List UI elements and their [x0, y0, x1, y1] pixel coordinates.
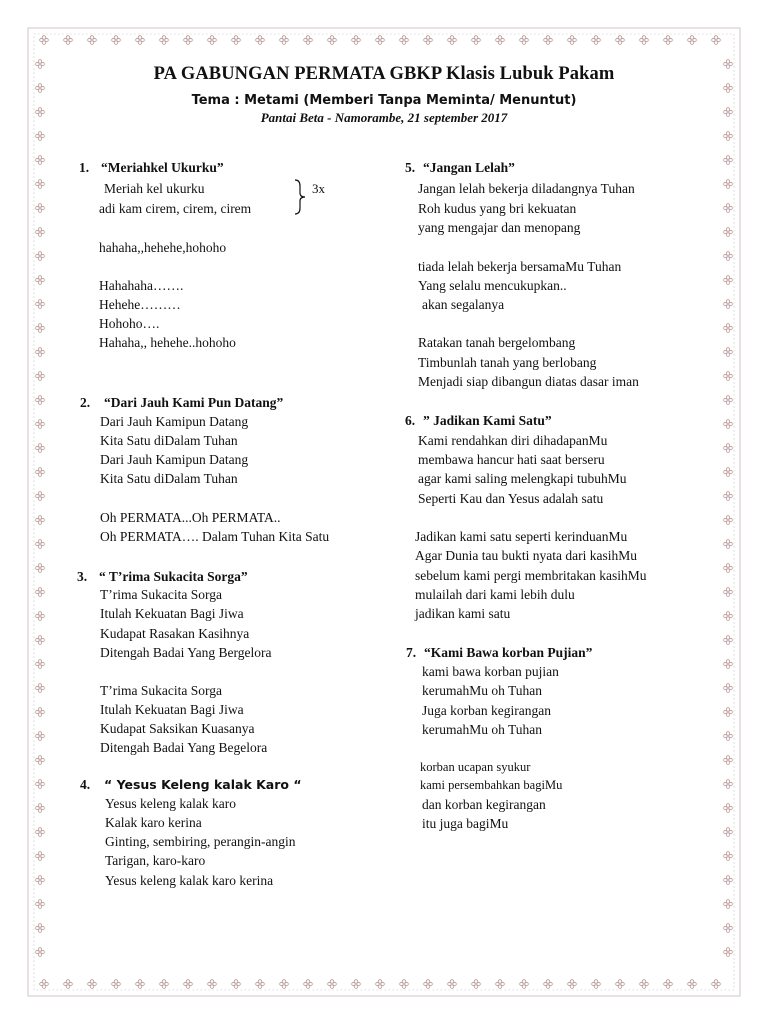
border-flower [208, 980, 217, 989]
lyric-line: Yesus keleng kalak karo [105, 796, 236, 811]
border-flower [184, 980, 193, 989]
border-flower [64, 980, 73, 989]
lyric-line: Kita Satu diDalam Tuhan [100, 471, 238, 486]
border-flower [36, 540, 45, 549]
lyric-line: Ginting, sembiring, perangin-angin [105, 834, 296, 849]
lyric-line: Yesus keleng kalak karo kerina [105, 873, 274, 888]
lyric-line: mulailah dari kami lebih dulu [415, 587, 575, 602]
border-flower [616, 36, 625, 45]
border-flower [36, 132, 45, 141]
repeat-count: 3x [312, 181, 325, 196]
border-flower [724, 564, 733, 573]
border-flower [36, 204, 45, 213]
border-flower [640, 36, 649, 45]
lyric-line: Tarigan, karo-karo [105, 853, 206, 868]
lyric-line: akan segalanya [422, 297, 505, 312]
border-flower [424, 36, 433, 45]
border-flower [376, 36, 385, 45]
song-title: “ T’rima Sukacita Sorga” [99, 569, 248, 584]
theme-subtitle: Tema : Metami (Memberi Tanpa Meminta/ Menuntut) [191, 93, 577, 108]
border-flower [688, 36, 697, 45]
lyric-line: T’rima Sukacita Sorga [100, 587, 222, 602]
song-number: 6. [405, 413, 416, 428]
border-flower [616, 980, 625, 989]
border-flower [36, 156, 45, 165]
border-flower [36, 852, 45, 861]
border-flower [724, 924, 733, 933]
lyric-line: kerumahMu oh Tuhan [422, 722, 543, 737]
border-flower [520, 36, 529, 45]
border-flower [724, 900, 733, 909]
border-flower [256, 980, 265, 989]
lyric-line: Hohoho…. [99, 316, 160, 331]
song-number: 2. [80, 395, 91, 410]
border-flower [136, 36, 145, 45]
border-flower [36, 708, 45, 717]
border-flower [724, 516, 733, 525]
song-title: “Dari Jauh Kami Pun Datang” [104, 395, 284, 410]
song-number: 7. [406, 645, 417, 660]
border-flower [376, 980, 385, 989]
lyric-line: Hahaha,, hehehe..hohoho [99, 335, 236, 350]
border-flower [88, 980, 97, 989]
border-flower [472, 980, 481, 989]
lyric-line: Roh kudus yang bri kekuatan [418, 201, 577, 216]
song-title: “ Yesus Keleng kalak Karo “ [104, 777, 302, 792]
border-flower [724, 420, 733, 429]
lyric-line: Kudapat Rasakan Kasihnya [100, 626, 250, 641]
border-flower [36, 780, 45, 789]
lyric-line: Ditengah Badai Yang Bergelora [100, 645, 272, 660]
repeat-bracket [293, 178, 307, 216]
lyric-line: Kami rendahkan diri dihadapanMu [418, 433, 608, 448]
lyric-line: Ditengah Badai Yang Begelora [100, 740, 268, 755]
border-flower [448, 980, 457, 989]
border-flower [36, 300, 45, 309]
border-flower [160, 980, 169, 989]
song-title: ” Jadikan Kami Satu” [423, 413, 552, 428]
border-flower [400, 980, 409, 989]
border-flower [724, 300, 733, 309]
border-flower [36, 444, 45, 453]
border-flower [36, 516, 45, 525]
lyric-line: dan korban kegirangan [422, 797, 546, 812]
border-flower [724, 612, 733, 621]
song-number: 3. [77, 569, 88, 584]
lyric-line: Oh PERMATA…. Dalam Tuhan Kita Satu [100, 529, 330, 544]
lyric-line: T’rima Sukacita Sorga [100, 683, 222, 698]
border-flower [724, 780, 733, 789]
border-flower [496, 36, 505, 45]
border-flower [36, 180, 45, 189]
border-flower [496, 980, 505, 989]
border-flower [724, 636, 733, 645]
border-flower [724, 228, 733, 237]
border-flower [328, 36, 337, 45]
border-flower [724, 348, 733, 357]
lyric-line: korban ucapan syukur [420, 760, 531, 774]
song-title: “Kami Bawa korban Pujian” [424, 645, 593, 660]
border-flower [724, 684, 733, 693]
lyric-line: Menjadi siap dibangun diatas dasar iman [418, 374, 639, 389]
border-flower [304, 980, 313, 989]
lyric-line: Oh PERMATA...Oh PERMATA.. [100, 510, 281, 525]
border-flower [36, 276, 45, 285]
border-flower [724, 540, 733, 549]
border-flower [724, 492, 733, 501]
lyric-line: tiada lelah bekerja bersamaMu Tuhan [418, 259, 622, 274]
border-flower [544, 36, 553, 45]
border-flower [280, 980, 289, 989]
border-flower [40, 980, 49, 989]
border-flower [36, 924, 45, 933]
lyric-line: agar kami saling melengkapi tubuhMu [418, 471, 627, 486]
border-flower [112, 36, 121, 45]
lyric-line: kami persembahkan bagiMu [420, 778, 563, 792]
border-flower [184, 36, 193, 45]
border-flower [724, 276, 733, 285]
border-flower [724, 948, 733, 957]
border-flower [724, 156, 733, 165]
border-flower [664, 980, 673, 989]
border-flower [36, 324, 45, 333]
place-date: Pantai Beta - Namorambe, 21 september 2017 [260, 110, 508, 125]
border-flower [136, 980, 145, 989]
border-flower [36, 420, 45, 429]
lyric-line: Hahahaha……. [99, 278, 184, 293]
border-flower [36, 948, 45, 957]
border-flower [724, 468, 733, 477]
border-flower [724, 372, 733, 381]
border-flower [712, 36, 721, 45]
lyric-line: adi kam cirem, cirem, cirem [99, 201, 252, 216]
border-flower [424, 980, 433, 989]
border-flower [724, 180, 733, 189]
border-flower [40, 36, 49, 45]
lyric-line: Ratakan tanah bergelombang [418, 335, 576, 350]
lyric-line: Yang selalu mencukupkan.. [418, 278, 567, 293]
lyric-line: Agar Dunia tau bukti nyata dari kasihMu [415, 548, 637, 563]
border-flower [256, 36, 265, 45]
border-flower [36, 228, 45, 237]
border-flower [208, 36, 217, 45]
border-flower [712, 980, 721, 989]
border-flower [36, 588, 45, 597]
lyric-line: membawa hancur hati saat berseru [418, 452, 605, 467]
border-flower [724, 804, 733, 813]
border-flower [724, 708, 733, 717]
border-flower [36, 636, 45, 645]
lyric-line: sebelum kami pergi membritakan kasihMu [415, 568, 647, 583]
border-flower [724, 732, 733, 741]
border-flower [724, 204, 733, 213]
lyric-line: yang mengajar dan menopang [418, 220, 581, 235]
border-flower [640, 980, 649, 989]
border-flower [724, 828, 733, 837]
border-flower [400, 36, 409, 45]
lyric-line: Itulah Kekuatan Bagi Jiwa [100, 702, 244, 717]
lyric-line: hahaha,,hehehe,hohoho [99, 240, 227, 255]
lyric-line: Jangan lelah bekerja diladangnya Tuhan [418, 181, 635, 196]
border-flower [36, 372, 45, 381]
border-flower [664, 36, 673, 45]
border-flower [304, 36, 313, 45]
border-flower [724, 444, 733, 453]
border-flower [724, 252, 733, 261]
border-flower [592, 980, 601, 989]
lyric-line: Itulah Kekuatan Bagi Jiwa [100, 606, 244, 621]
border-flower [724, 324, 733, 333]
border-flower [448, 36, 457, 45]
border-flower [724, 132, 733, 141]
border-flower [724, 876, 733, 885]
border-flower [36, 660, 45, 669]
border-flower [36, 252, 45, 261]
border-flower [36, 804, 45, 813]
border-flower [36, 396, 45, 405]
lyric-line: Jadikan kami satu seperti kerinduanMu [415, 529, 628, 544]
lyric-line: Kita Satu diDalam Tuhan [100, 433, 238, 448]
border-flower [36, 612, 45, 621]
border-flower [112, 980, 121, 989]
border-flower [36, 828, 45, 837]
song-title: “Jangan Lelah” [423, 160, 515, 175]
lyric-line: Kalak karo kerina [105, 815, 202, 830]
border-flower [520, 980, 529, 989]
lyric-line: Meriah kel ukurku [104, 181, 205, 196]
border-flower [232, 36, 241, 45]
song-number: 4. [80, 777, 91, 792]
lyric-line: Dari Jauh Kamipun Datang [100, 414, 249, 429]
song-title: “Meriahkel Ukurku” [101, 160, 224, 175]
border-flower [160, 36, 169, 45]
border-flower [724, 852, 733, 861]
lyric-line: Timbunlah tanah yang berlobang [418, 355, 597, 370]
lyric-line: kami bawa korban pujian [422, 664, 559, 679]
border-flower [36, 684, 45, 693]
lyric-line: Juga korban kegirangan [422, 703, 551, 718]
border-flower [36, 732, 45, 741]
border-flower [544, 980, 553, 989]
border-flower [328, 980, 337, 989]
border-flower [724, 588, 733, 597]
border-flower [472, 36, 481, 45]
border-flower [36, 900, 45, 909]
lyric-line: itu juga bagiMu [422, 816, 509, 831]
border-flower [724, 660, 733, 669]
lyric-line: jadikan kami satu [415, 606, 511, 621]
border-flower [724, 756, 733, 765]
border-flower [36, 468, 45, 477]
song-number: 5. [405, 160, 416, 175]
border-flower [352, 980, 361, 989]
border-flower [36, 876, 45, 885]
border-flower [88, 36, 97, 45]
border-flower [592, 36, 601, 45]
lyric-line: Hehehe……… [99, 297, 181, 312]
song-number: 1. [79, 160, 90, 175]
border-flower [36, 348, 45, 357]
border-flower [36, 492, 45, 501]
border-flower [568, 36, 577, 45]
border-flower [280, 36, 289, 45]
border-flower [232, 980, 241, 989]
border-flower [64, 36, 73, 45]
lyric-line: Dari Jauh Kamipun Datang [100, 452, 249, 467]
lyric-line: Kudapat Saksikan Kuasanya [100, 721, 255, 736]
page-title: PA GABUNGAN PERMATA GBKP Klasis Lubuk Pakam [153, 64, 615, 84]
border-flower [36, 756, 45, 765]
border-flower [688, 980, 697, 989]
lyric-line: Seperti Kau dan Yesus adalah satu [418, 491, 604, 506]
lyric-line: kerumahMu oh Tuhan [422, 683, 543, 698]
border-flower [352, 36, 361, 45]
border-flower [36, 564, 45, 573]
border-flower [568, 980, 577, 989]
border-flower [724, 396, 733, 405]
